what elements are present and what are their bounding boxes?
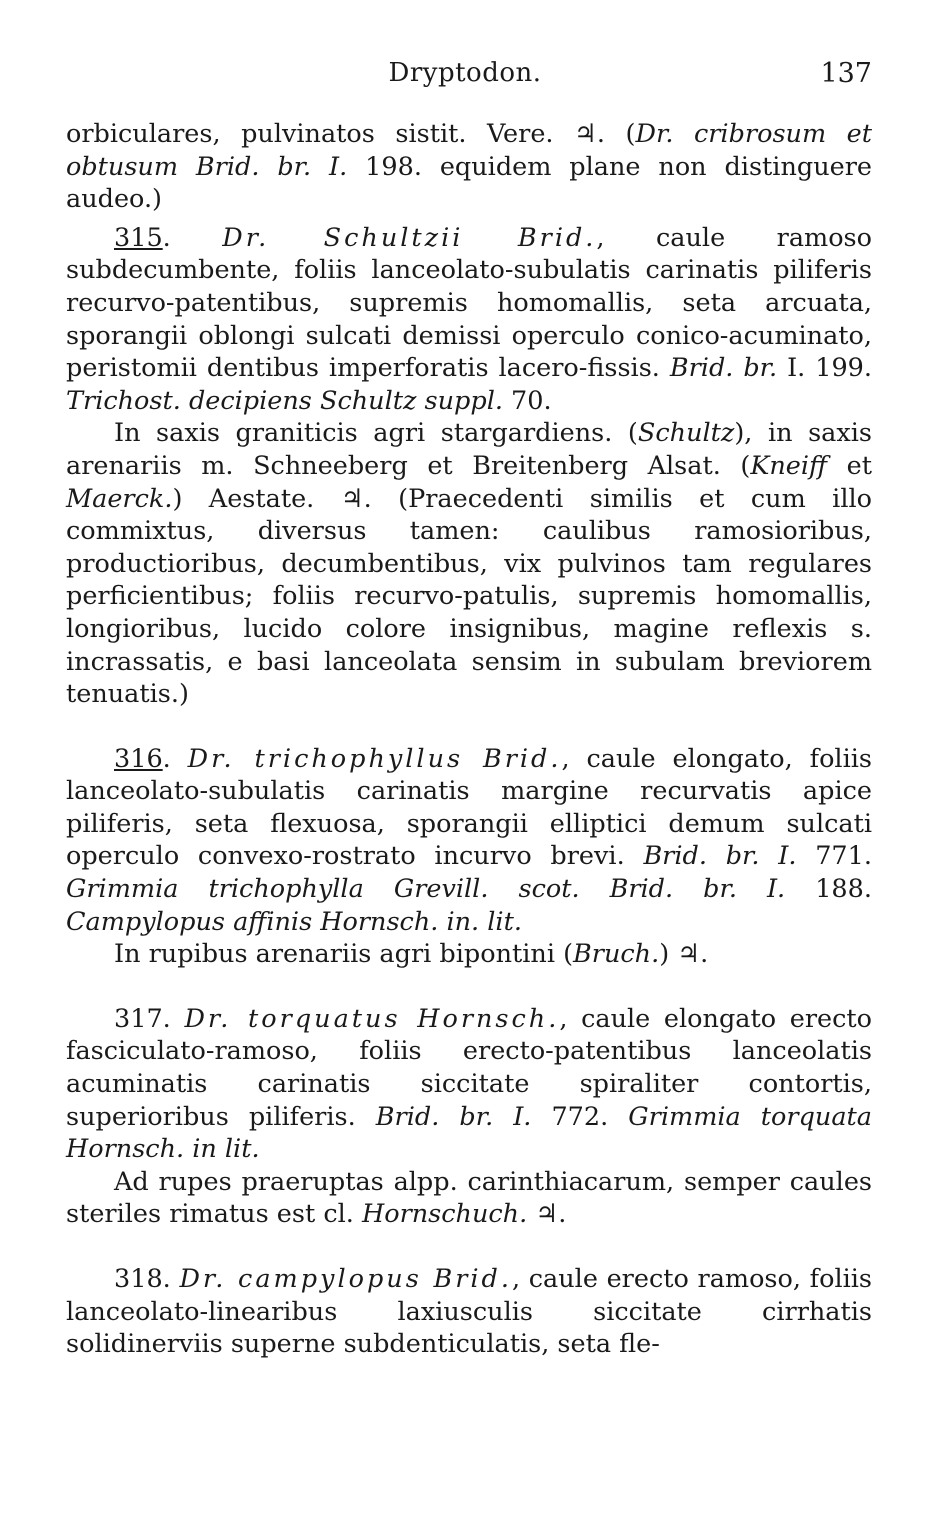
species-number: 316 [114, 743, 163, 774]
species-number: 315 [114, 222, 163, 253]
paragraph-continuation: orbiculares, pulvinatos sistit. Vere. ♃. (Dr. cribrosum et obtusum Brid. br. I. 198. equidem plane non distinguere audeo.) [66, 119, 873, 215]
species-name: Dr. torquatus Hornsch. [184, 1003, 560, 1034]
species-318-entry: 318. Dr. campylopus Brid., caule erecto ramoso, foliis lanceolato-linearibus laxiusculis siccitate cirrhatis solidinerviis superne subdenticulatis, seta fle- [66, 1264, 872, 1360]
header-title: Dryptodon. [388, 58, 542, 88]
species-name: Dr. trichophyllus Brid. [187, 743, 562, 774]
species-description: , caule elongato erecto fasciculato-ramoso, foliis erecto-patentibus lanceolatis acuminatis carinatis siccitate spiraliter contortis, superioribus piliferis. [66, 1003, 872, 1132]
species-description: , caule ramoso subdecumbente, foliis lanceolato-subulatis carinatis piliferis recurvo-patentibus, supremis homomallis, seta arcuata, sporangii oblongi sulcati demissi operculo conico-acuminato, peristomii dentibus imperforatis lacero-fissis. [66, 222, 872, 384]
species-317-habitat: Ad rupes praeruptas alpp. carinthiacarum, semper caules steriles rimatus est cl. Hornschuch. ♃. [66, 1166, 872, 1230]
species-315-entry: 315. Dr. Schultzii Brid., caule ramoso subdecumbente, foliis lanceolato-subulatis carinatis piliferis recurvo-patentibus, supremis homomallis, seta arcuata, sporangii oblongi sulcati demissi operculo conico-acuminato, peristomii dentibus imperforatis lacero-fissis. Brid. br. I. 199. Trichost. decipiens Schultz suppl. 70. [66, 222, 873, 416]
perennial-symbol: ♃ [535, 1199, 559, 1230]
species-315-habitat: In saxis graniticis agri stargardiens. (Schultz), in saxis arenariis m. Schneeberg et Breitenberg Alsat. (Kneiff et Maerck.) Aestate. ♃. (Praecedenti similis et cum illo commixtus, diversus tamen: caulibus ramosioribus, productioribus, decumbentibus, vix pulvinos tam regulares perficientibus; foliis recurvo-patulis, supremis homomallis, longioribus, lucido colore insignibus, magine reflexis s. incrassatis, e basi lanceolata sensim in subulam breviorem tenuatis.) [66, 418, 872, 710]
species-description: , caule erecto ramoso, foliis lanceolato-linearibus laxiusculis siccitate cirrhatis solidinerviis superne subdenticulatis, seta fle- [66, 1264, 872, 1360]
species-name: Dr. campylopus Brid. [179, 1264, 512, 1294]
perennial-symbol: ♃ [340, 483, 364, 514]
page-body [66, 118, 872, 1361]
species-316-habitat: In rupibus arenariis agri bipontini (Bruch.) ♃. [114, 939, 709, 970]
perennial-symbol: ♃ [574, 119, 597, 149]
page-number: 137 [820, 58, 872, 89]
species-description: , caule elongato, foliis lanceolato-subulatis carinatis margine recurvatis apice piliferis, seta flexuosa, sporangii elliptici demum sulcati operculo convexo-rostrato incurvo brevi. [66, 743, 872, 872]
species-316-entry: 316. Dr. trichophyllus Brid., caule elongato, foliis lanceolato-subulatis carinatis margine recurvatis apice piliferis, seta flexuosa, sporangii elliptici demum sulcati operculo convexo-rostrato incurvo brevi. Brid. br. I. 771. Grimmia trichophylla Grevill. scot. Brid. br. I. 188. Campylopus affinis Hornsch. in. lit. [66, 743, 872, 937]
species-number: 317 [114, 1003, 163, 1034]
running-header [0, 58, 930, 98]
species-317-entry: 317. Dr. torquatus Hornsch., caule elongato erecto fasciculato-ramoso, foliis erecto-patentibus lanceolatis acuminatis carinatis siccitate spiraliter contortis, superioribus piliferis. Brid. br. I. 772. Grimmia torquata Hornsch. in lit. [66, 1003, 872, 1165]
species-name: Dr. Schultzii Brid. [222, 222, 597, 253]
perennial-symbol: ♃ [677, 939, 701, 970]
species-number: 318 [114, 1264, 163, 1294]
